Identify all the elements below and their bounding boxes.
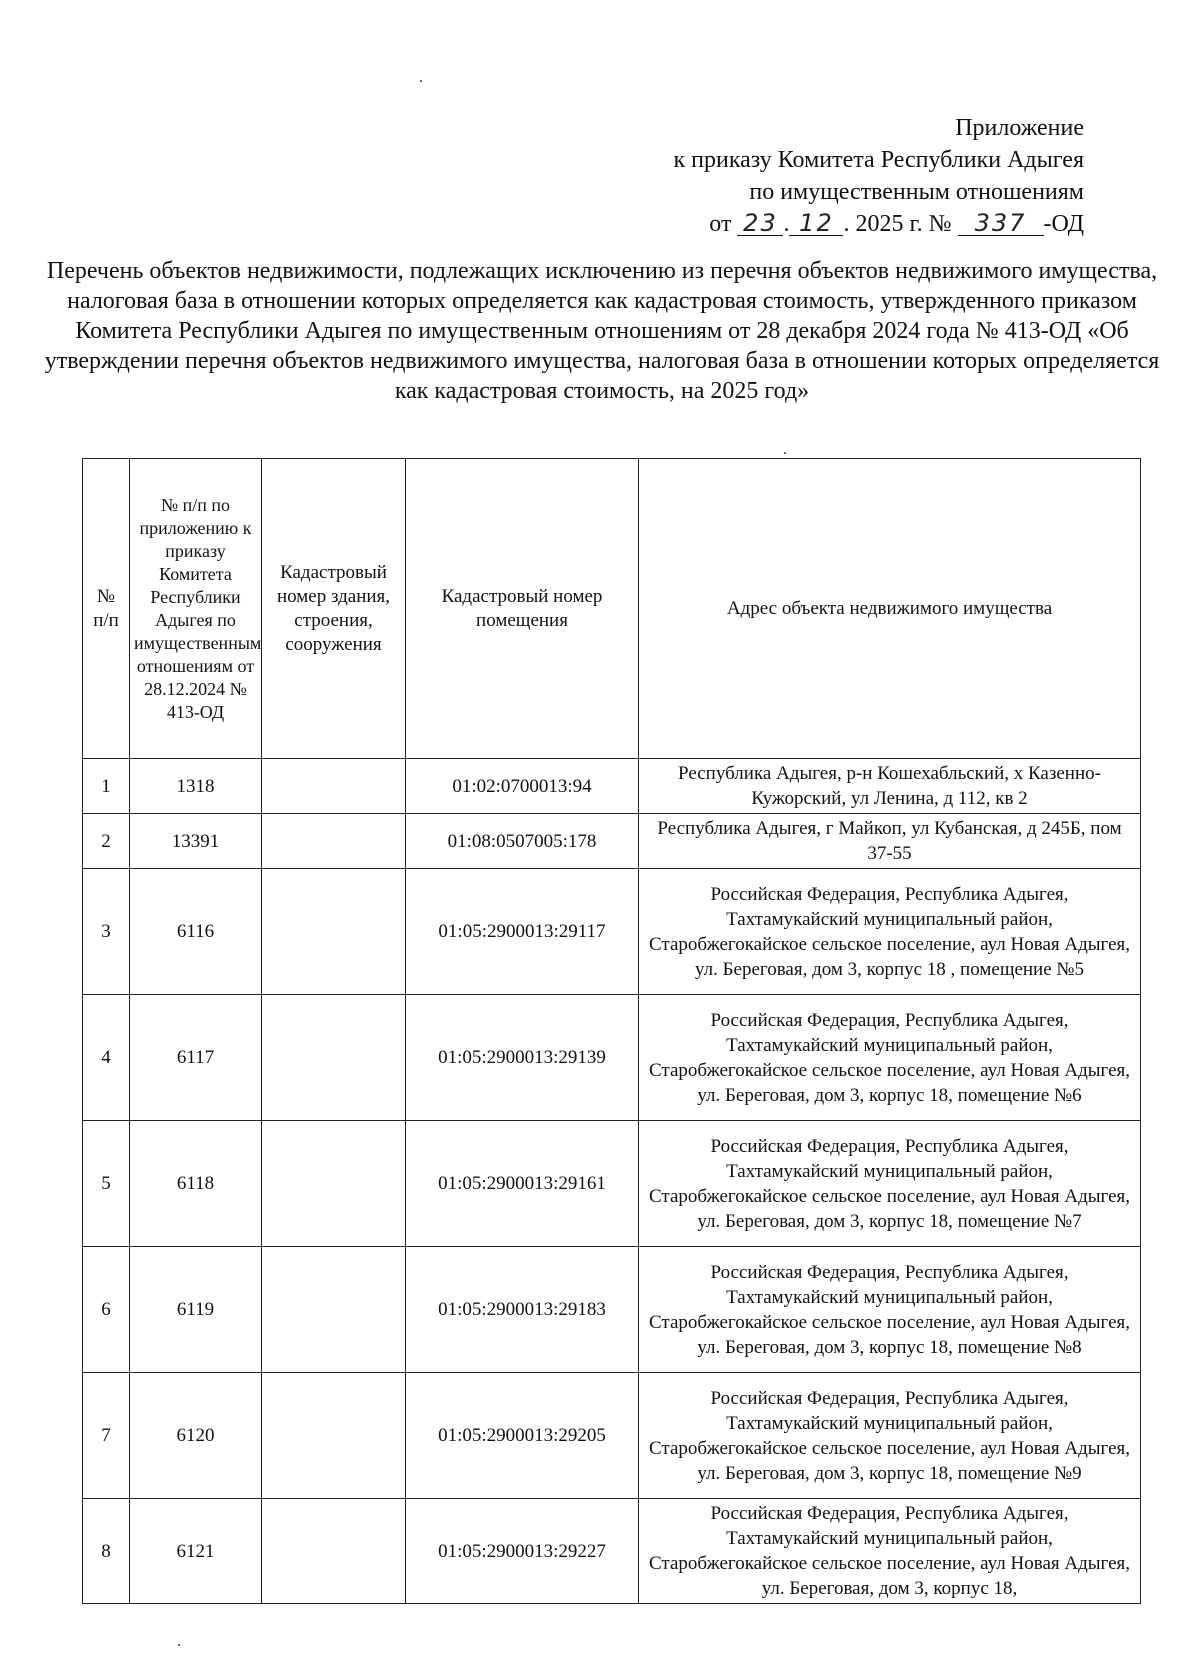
cell-num: 1 [83, 759, 130, 814]
date-separator: . [783, 211, 790, 237]
cell-annex-num: 6117 [130, 995, 262, 1121]
cell-address: Российская Федерация, Республика Адыгея, Тахтамукайский муниципальный район, Старобжегокайское сельское поселение, аул Новая Адыгея, ул. Береговая, дом 3, корпус 18, [639, 1499, 1141, 1604]
cell-num: 3 [83, 869, 130, 995]
date-dot: . [843, 211, 850, 237]
cell-address: Республика Адыгея, г Майкоп, ул Кубанская, д 245Б, пом 37-55 [639, 814, 1141, 869]
cell-address: Республика Адыгея, р-н Кошехабльский, х Казенно-Кужорский, ул Ленина, д 112, кв 2 [639, 759, 1141, 814]
table-row [83, 814, 1141, 869]
cell-building-cadastral [262, 1499, 406, 1604]
cell-annex-num: 13391 [130, 814, 262, 869]
table-row [83, 1499, 1141, 1604]
cell-address: Российская Федерация, Республика Адыгея, Тахтамукайский муниципальный район, Старобжегокайское сельское поселение, аул Новая Адыгея, ул. Береговая, дом 3, корпус 18, помещение №9 [639, 1373, 1141, 1499]
scan-speck [178, 1644, 180, 1646]
header-room-cadastral: Кадастровый номер помещения [406, 459, 639, 759]
date-year: 2025 г. № [855, 211, 952, 237]
table-row [83, 1121, 1141, 1247]
cell-annex-num: 1318 [130, 759, 262, 814]
cell-annex-num: 6121 [130, 1499, 262, 1604]
cell-num: 5 [83, 1121, 130, 1247]
cell-annex-num: 6120 [130, 1373, 262, 1499]
table-header-row [83, 459, 1141, 759]
annex-line-3: по имущественным отношениям [749, 179, 1084, 205]
cell-address: Российская Федерация, Республика Адыгея, Тахтамукайский муниципальный район, Старобжегокайское сельское поселение, аул Новая Адыгея, ул. Береговая, дом 3, корпус 18, помещение №6 [639, 995, 1141, 1121]
handwritten-day: 23 [737, 211, 783, 236]
document-title: Перечень объектов недвижимости, подлежащих исключению из перечня объектов недвижимого имущества, налоговая база в отношении которых определяется как кадастровая стоимость, утвержденного приказом Комитета Республики Адыгея по имущественным отношениям от 28 декабря 2024 года № 413-ОД «Об утверждении перечня объектов недвижимого имущества, налоговая база в отношении которых определяется как кадастровая стоимость, на 2025 год» [44, 258, 1160, 404]
table-row [83, 759, 1141, 814]
header-num: № п/п [83, 459, 130, 759]
cell-room-cadastral: 01:08:0507005:178 [406, 814, 639, 869]
table-row [83, 995, 1141, 1121]
scan-speck [784, 452, 786, 454]
cell-building-cadastral [262, 1247, 406, 1373]
annex-line-2: к приказу Комитета Республики Адыгея [673, 147, 1084, 173]
cell-num: 4 [83, 995, 130, 1121]
cell-room-cadastral: 01:05:2900013:29205 [406, 1373, 639, 1499]
cell-building-cadastral [262, 759, 406, 814]
cell-annex-num: 6116 [130, 869, 262, 995]
cell-address: Российская Федерация, Республика Адыгея, Тахтамукайский муниципальный район, Старобжегокайское сельское поселение, аул Новая Адыгея, ул. Береговая, дом 3, корпус 18, помещение №8 [639, 1247, 1141, 1373]
cell-room-cadastral: 01:02:0700013:94 [406, 759, 639, 814]
cell-room-cadastral: 01:05:2900013:29139 [406, 995, 639, 1121]
cell-room-cadastral: 01:05:2900013:29227 [406, 1499, 639, 1604]
cell-address: Российская Федерация, Республика Адыгея, Тахтамукайский муниципальный район, Старобжегокайское сельское поселение, аул Новая Адыгея, ул. Береговая, дом 3, корпус 18, помещение №7 [639, 1121, 1141, 1247]
table-row [83, 869, 1141, 995]
cell-address: Российская Федерация, Республика Адыгея, Тахтамукайский муниципальный район, Старобжегокайское сельское поселение, аул Новая Адыгея, ул. Береговая, дом 3, корпус 18 , помещение №5 [639, 869, 1141, 995]
cell-room-cadastral: 01:05:2900013:29117 [406, 869, 639, 995]
cell-annex-num: 6118 [130, 1121, 262, 1247]
header-annex-num: № п/п по приложению к приказу Комитета Республики Адыгея по имущественным отношениям от 28.12.2024 № 413-ОД [130, 459, 262, 759]
cell-building-cadastral [262, 1373, 406, 1499]
property-table [82, 458, 1141, 1604]
handwritten-order-number: 337 [958, 211, 1044, 236]
cell-building-cadastral [262, 1121, 406, 1247]
scan-speck [420, 80, 422, 82]
cell-annex-num: 6119 [130, 1247, 262, 1373]
order-suffix: -ОД [1043, 211, 1084, 237]
annex-header [673, 112, 1084, 240]
table-row [83, 1247, 1141, 1373]
cell-num: 7 [83, 1373, 130, 1499]
header-building-cadastral: Кадастровый номер здания, строения, сооружения [262, 459, 406, 759]
cell-room-cadastral: 01:05:2900013:29183 [406, 1247, 639, 1373]
cell-num: 8 [83, 1499, 130, 1604]
table-row [83, 1373, 1141, 1499]
date-prefix: от [709, 211, 732, 237]
header-address: Адрес объекта недвижимого имущества [639, 459, 1141, 759]
cell-building-cadastral [262, 995, 406, 1121]
cell-num: 6 [83, 1247, 130, 1373]
handwritten-month: 12 [789, 211, 843, 236]
annex-line-1: Приложение [955, 115, 1084, 141]
cell-room-cadastral: 01:05:2900013:29161 [406, 1121, 639, 1247]
cell-building-cadastral [262, 869, 406, 995]
cell-num: 2 [83, 814, 130, 869]
cell-building-cadastral [262, 814, 406, 869]
annex-date-line [673, 208, 1084, 240]
